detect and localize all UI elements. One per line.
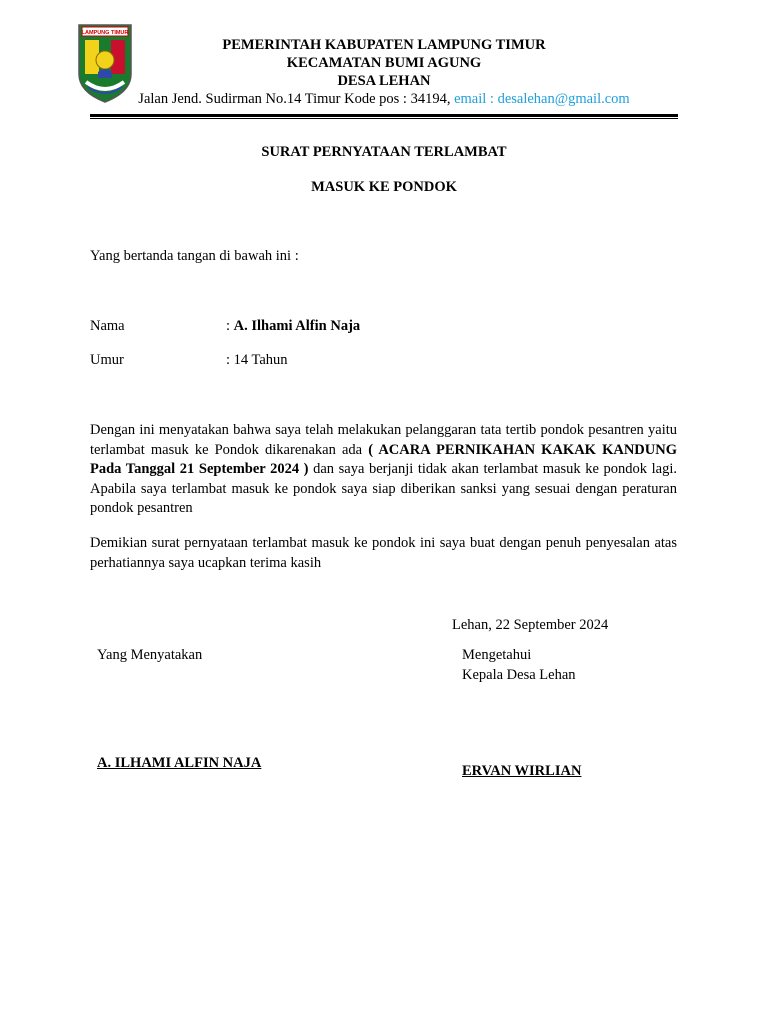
letter-title-line2: MASUK KE PONDOK (311, 179, 457, 195)
signer-right-label-1: Mengetahui (462, 647, 532, 663)
nama-value-row (226, 318, 360, 335)
p1-end: dan saya berjanji tidak akan terlambat masuk ke pondok lagi. Apabila saya terlambat masuk ke pondok saya siap diberikan sanksi yang sesuai dengan peraturan pondok pesantren (90, 461, 677, 516)
signer-right-name: ERVAN WIRLIAN (462, 763, 582, 779)
letter-title-line1: SURAT PERNYATAAN TERLAMBAT (261, 144, 507, 160)
header-divider-thin (90, 118, 678, 119)
nama-value: A. Ilhami Alfin Naja (233, 318, 361, 334)
header-government-line: PEMERINTAH KABUPATEN LAMPUNG TIMUR (222, 37, 546, 53)
nama-label: Nama (90, 318, 125, 334)
signer-right-label-2: Kepala Desa Lehan (462, 667, 576, 683)
p1-start: Dengan ini menyatakan bahwa saya telah melakukan pelanggaran tata tertib pondok pesantren yaitu terlambat masuk ke Pondok dikarenakan ada (90, 422, 677, 458)
nama-colon: : (226, 318, 234, 334)
intro-text: Yang bertanda tangan di bawah ini : (90, 248, 299, 264)
header-village-line: DESA LEHAN (337, 73, 431, 89)
header-divider-thick (90, 114, 678, 117)
body-paragraph-1 (90, 421, 677, 519)
signer-left-name: A. ILHAMI ALFIN NAJA (97, 755, 262, 771)
umur-label: Umur (90, 352, 124, 368)
header-address (0, 91, 768, 108)
email-link[interactable]: email : desalehan@gmail.com (454, 91, 630, 107)
umur-value: : 14 Tahun (226, 352, 288, 368)
signer-left-label: Yang Menyatakan (97, 647, 203, 663)
header-subdistrict-line: KECAMATAN BUMI AGUNG (286, 55, 482, 71)
body-paragraph-2: Demikian surat pernyataan terlambat masuk ke pondok ini saya buat dengan penuh penyesalan atas perhatiannya saya ucapkan terima kasih (90, 535, 677, 571)
logo-banner-text: LAMPUNG TIMUR (81, 30, 129, 36)
place-date: Lehan, 22 September 2024 (452, 617, 609, 633)
p1-reason: ( ACARA PERNIKAHAN KAKAK KANDUNG Pada Tanggal 21 September 2024 ) (90, 441, 677, 477)
address-text: Jalan Jend. Sudirman No.14 Timur Kode pos : 34194, (138, 91, 455, 107)
